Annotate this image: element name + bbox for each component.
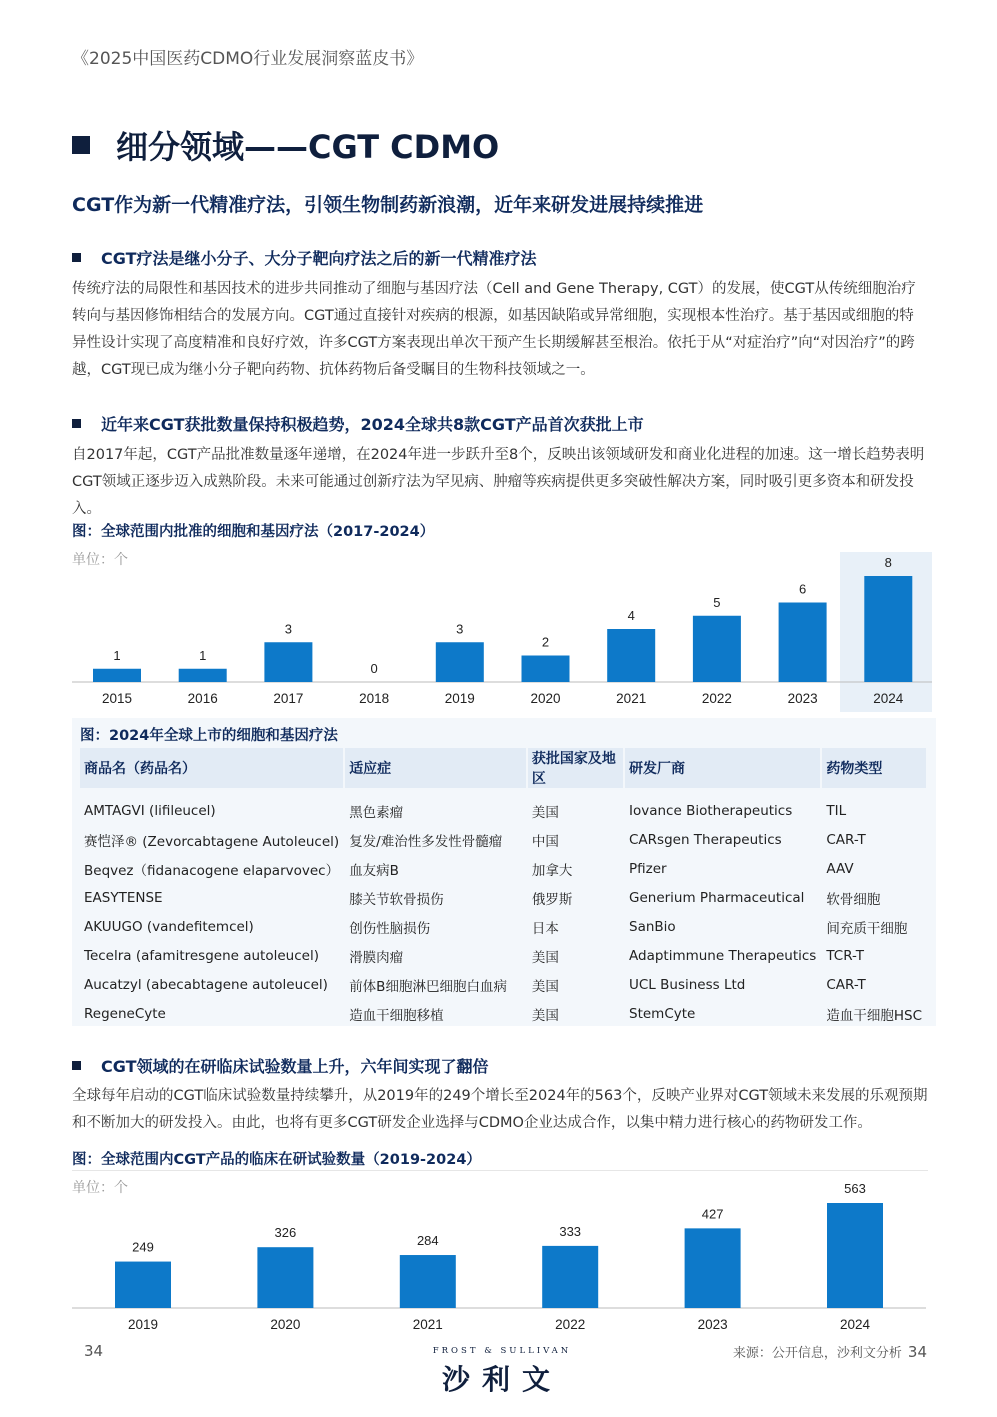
bar-2020 xyxy=(522,656,570,683)
col-header-developer: 研发厂商 xyxy=(625,748,820,788)
table-row xyxy=(80,825,926,854)
value-label-2020: 326 xyxy=(274,1225,297,1241)
table-row xyxy=(80,999,926,1028)
value-label-2021: 4 xyxy=(627,608,635,623)
value-label-2019: 3 xyxy=(456,621,464,637)
value-label-2019: 249 xyxy=(132,1239,154,1255)
paragraph-1: 传统疗法的局限性和基因技术的进步共同推动了细胞与基因疗法（Cell and Gene Therapy, CGT）的发展，使CGT从传统细胞治疗转向与基因修饰相结合的发展方向。CGT通过直接针对疾病的根源，如基因缺陷或异常细胞，实现根本性治疗。基于基因或细胞的特异性设计实现了高度精准和良好疗效，许多CGT方案表现出单次干预产生长期缓解甚至根治。依托于从“对症治疗”向“对因治疗”的跨越，CGT现已成为继小分子靶向药物、抗体药物后备受瞩目的生物科技领域之一。 xyxy=(72,281,916,378)
bullet-heading-1 xyxy=(72,246,537,269)
table-title: 图：2024年全球上市的细胞和基因疗法 xyxy=(80,728,338,744)
cell-type: 软骨细胞 xyxy=(826,891,881,908)
table-row xyxy=(80,941,926,970)
tick-label-2017: 2017 xyxy=(273,691,304,706)
section-title xyxy=(72,122,499,168)
table-row xyxy=(80,788,926,825)
cell-type: 造血干细胞HSC xyxy=(826,1007,922,1024)
page-number-left: 34 xyxy=(84,1342,104,1360)
logo-chinese: 沙利文 xyxy=(441,1363,562,1396)
section-square-icon xyxy=(72,136,90,154)
cell-product: RegeneCyte xyxy=(84,1005,166,1022)
bar-2016 xyxy=(179,669,227,682)
cell-type: AAV xyxy=(826,860,854,877)
bar-2022 xyxy=(693,616,741,682)
cell-developer: StemCyte xyxy=(629,1005,696,1022)
cell-developer: Iovance Biotherapeutics xyxy=(629,802,793,819)
page-number-right: 34 xyxy=(907,1343,927,1361)
cell-product: 赛恺泽® (Zevorcabtagene Autoleucel) xyxy=(84,833,340,850)
cell-type: CAR-T xyxy=(826,976,866,993)
cell-country: 美国 xyxy=(531,804,559,821)
cell-developer: Pfizer xyxy=(629,860,667,877)
tick-label-2019: 2019 xyxy=(444,691,475,706)
cell-product: Tecelra (afamitresgene autoleucel) xyxy=(84,947,319,964)
figure1-unit: 单位：个 xyxy=(72,552,128,568)
bar-2020 xyxy=(257,1247,313,1308)
bar-2023 xyxy=(685,1228,741,1308)
table-row xyxy=(80,912,926,941)
value-label-2020: 2 xyxy=(541,634,550,650)
tick-label-2024: 2024 xyxy=(839,1317,871,1332)
bullet-heading-3 xyxy=(72,1054,489,1077)
tick-label-2023: 2023 xyxy=(697,1317,728,1332)
bar-2022 xyxy=(542,1246,598,1308)
cell-indication: 造血干细胞移植 xyxy=(349,1007,444,1024)
tick-label-2019: 2019 xyxy=(127,1317,159,1332)
bullet-square-icon xyxy=(72,253,81,262)
bar-2021 xyxy=(607,629,655,682)
source-text: 来源：公开信息，沙利文分析 xyxy=(732,1346,902,1361)
page-subtitle: CGT作为新一代精准疗法，引领生物制药新浪潮，近年来研发进展持续推进 xyxy=(72,194,704,216)
cell-product: Beqvez（fidanacogene elaparvovec） xyxy=(84,862,340,879)
tick-label-2018: 2018 xyxy=(359,691,390,706)
figure3-unit: 单位：个 xyxy=(72,1180,128,1196)
table-row xyxy=(80,970,926,999)
value-label-2021: 284 xyxy=(416,1233,439,1249)
approvals-bar-chart xyxy=(72,548,936,712)
tick-label-2022: 2022 xyxy=(701,691,732,706)
tick-label-2022: 2022 xyxy=(555,1317,586,1332)
bullet-heading-text: CGT疗法是继小分子、大分子靶向疗法之后的新一代精准疗法 xyxy=(101,249,537,268)
tick-label-2024: 2024 xyxy=(873,691,904,706)
cell-country: 加拿大 xyxy=(531,862,573,879)
logo-english: FROST & SULLIVAN xyxy=(432,1346,572,1356)
cell-country: 俄罗斯 xyxy=(531,891,573,908)
cell-country: 中国 xyxy=(531,833,559,850)
col-header-type: 药物类型 xyxy=(822,748,926,788)
cell-developer: Adaptimmune Therapeutics xyxy=(629,947,817,964)
cell-developer: SanBio xyxy=(629,918,676,935)
tick-label-2015: 2015 xyxy=(101,691,133,706)
paragraph-2: 自2017年起，CGT产品批准数量逐年递增，在2024年进一步跃升至8个，反映出该领域研发和商业化进程的加速。这一增长趋势表明CGT领域正逐步迈入成熟阶段。未来可能通过创新疗法为罕见病、肿瘤等疾病提供更多突破性解决方案，同时吸引更多资本和研发投入。 xyxy=(72,447,925,517)
table-header-row xyxy=(80,748,926,788)
col-header-product: 商品名（药品名） xyxy=(80,748,343,788)
cell-product: Aucatzyl (abecabtagene autoleucel) xyxy=(84,976,328,993)
cell-developer: Generium Pharmaceutical xyxy=(629,889,805,906)
cell-type: CAR-T xyxy=(826,831,866,848)
approved-therapies-table xyxy=(78,748,928,1028)
tick-label-2020: 2020 xyxy=(270,1317,301,1332)
document-header: 《2025中国医药CDMO行业发展洞察蓝皮书》 xyxy=(72,49,424,69)
bar-2024 xyxy=(864,576,912,682)
value-label-2022: 5 xyxy=(713,594,721,610)
tick-label-2016: 2016 xyxy=(187,691,218,706)
table-row xyxy=(80,883,926,912)
source-note xyxy=(733,1342,927,1361)
cell-product: EASYTENSE xyxy=(84,889,163,906)
bullet-heading-2 xyxy=(72,412,644,435)
value-label-2015: 1 xyxy=(113,647,121,663)
cell-country: 美国 xyxy=(531,978,559,995)
cell-country: 日本 xyxy=(531,920,559,937)
col-header-indication: 适应症 xyxy=(345,748,526,788)
paragraph-3: 全球每年启动的CGT临床试验数量持续攀升，从2019年的249个增长至2024年的563个，反映产业界对CGT领域未来发展的乐观预期和不断加大的研发投入。由此，也将有更多CGT研发企业选择与CDMO企业达成合作，以集中精力进行核心的药物研发工作。 xyxy=(72,1088,928,1131)
value-label-2018: 0 xyxy=(370,661,378,676)
bullet-square-icon xyxy=(72,1061,81,1070)
col-header-country: 获批国家及地区 xyxy=(528,748,623,788)
cell-developer: CARsgen Therapeutics xyxy=(629,831,782,848)
cell-indication: 前体B细胞淋巴细胞白血病 xyxy=(349,978,507,995)
figure3-caption: 图：全球范围内CGT产品的临床在研试验数量（2019-2024） xyxy=(72,1152,481,1168)
bar-2019 xyxy=(115,1262,171,1308)
approved-therapies-table-panel xyxy=(72,718,936,1026)
bar-2023 xyxy=(779,603,827,683)
cell-indication: 血友病B xyxy=(349,862,399,879)
section-title-text: 细分领域——CGT CDMO xyxy=(116,128,500,166)
bar-2019 xyxy=(436,642,484,682)
cell-country: 美国 xyxy=(531,949,559,966)
cell-type: TCR-T xyxy=(826,947,864,964)
bullet-heading-text: CGT领域的在研临床试验数量上升，六年间实现了翻倍 xyxy=(101,1057,489,1076)
tick-label-2020: 2020 xyxy=(530,691,561,706)
cell-country: 美国 xyxy=(531,1007,559,1024)
tick-label-2023: 2023 xyxy=(787,691,818,706)
bar-2015 xyxy=(93,669,141,682)
cell-type: 间充质干细胞 xyxy=(826,920,908,937)
value-label-2024: 8 xyxy=(884,555,892,570)
value-label-2023: 427 xyxy=(701,1206,724,1222)
tick-label-2021: 2021 xyxy=(412,1317,443,1332)
clinical-trials-bar-chart xyxy=(72,1170,928,1336)
cell-type: TIL xyxy=(826,802,847,819)
value-label-2017: 3 xyxy=(284,621,293,637)
value-label-2022: 333 xyxy=(559,1223,582,1239)
cell-indication: 膝关节软骨损伤 xyxy=(349,891,444,908)
cell-developer: UCL Business Ltd xyxy=(629,976,746,993)
value-label-2024: 563 xyxy=(844,1181,866,1196)
value-label-2023: 6 xyxy=(798,581,807,597)
bar-2021 xyxy=(400,1255,456,1308)
bullet-heading-text: 近年来CGT获批数量保持积极趋势，2024全球共8款CGT产品首次获批上市 xyxy=(101,415,644,434)
bullet-square-icon xyxy=(72,419,81,428)
tick-label-2021: 2021 xyxy=(616,691,647,706)
cell-indication: 复发/难治性多发性骨髓瘤 xyxy=(349,833,503,850)
frost-sullivan-logo xyxy=(422,1346,582,1398)
cell-indication: 黑色素瘤 xyxy=(349,804,404,821)
figure1-caption: 图：全球范围内批准的细胞和基因疗法（2017-2024） xyxy=(72,524,435,540)
cell-indication: 创伤性脑损伤 xyxy=(349,920,431,937)
bar-2024 xyxy=(827,1203,883,1308)
value-label-2016: 1 xyxy=(199,647,207,663)
cell-product: AMTAGVI (lifileucel) xyxy=(84,802,216,819)
cell-product: AKUUGO (vandefitemcel) xyxy=(84,918,254,935)
bar-2017 xyxy=(264,642,312,682)
table-row xyxy=(80,854,926,883)
cell-indication: 滑膜肉瘤 xyxy=(349,949,404,966)
